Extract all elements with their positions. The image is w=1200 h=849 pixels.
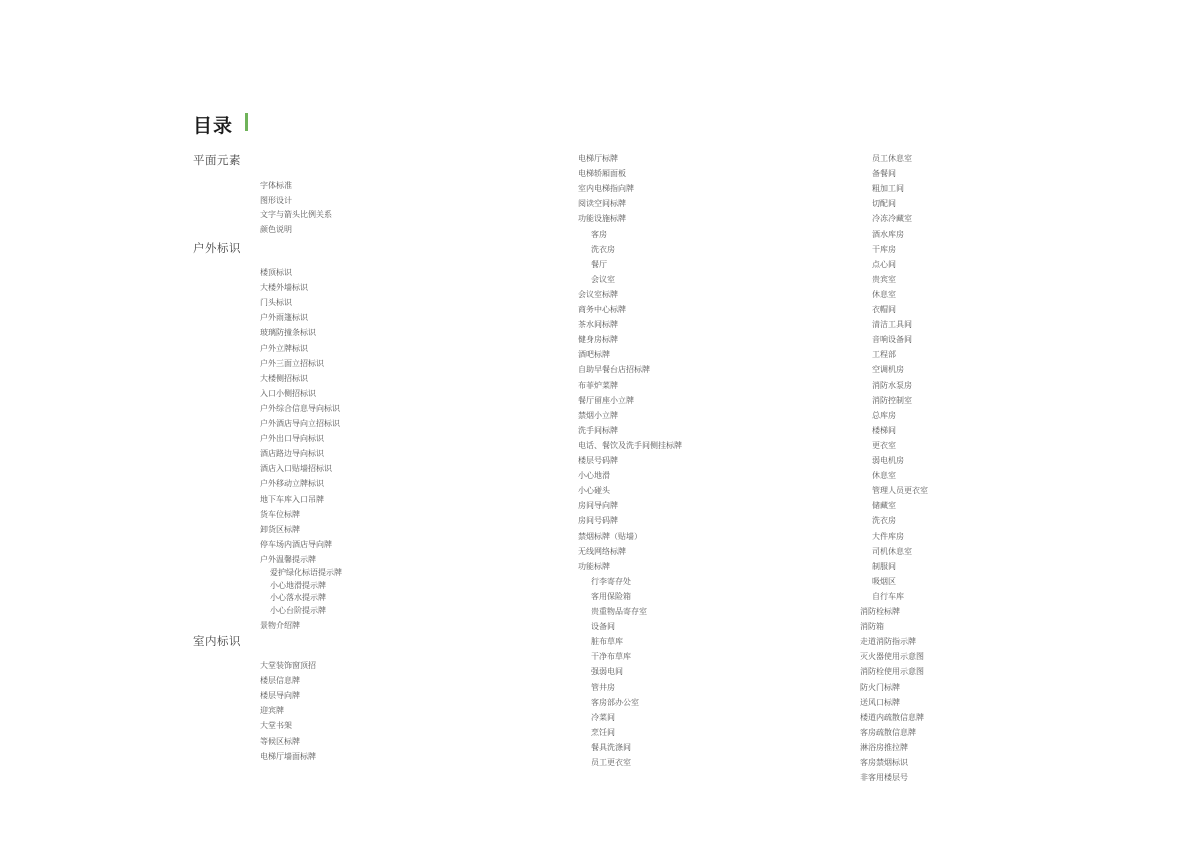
toc-item: 小心碰头	[578, 486, 610, 496]
toc-item: 文字与箭头比例关系	[260, 210, 332, 219]
toc-item: 小心地滑提示牌	[270, 580, 326, 590]
toc-item: 洗手间标牌	[578, 425, 618, 435]
toc-item: 大件库房	[872, 531, 904, 541]
toc-item: 吸烟区	[872, 576, 896, 586]
toc-item: 客房	[591, 229, 607, 239]
toc-item: 酒水库房	[872, 229, 904, 239]
toc-item: 非客用楼层号	[860, 773, 908, 783]
toc-item: 消防栓使用示意图	[860, 667, 924, 677]
toc-item: 无线网络标牌	[578, 546, 626, 556]
toc-item: 户外移动立牌标识	[260, 479, 324, 489]
toc-item: 会议室	[591, 274, 615, 284]
toc-item: 颜色说明	[260, 224, 292, 234]
toc-item: 贵宾室	[872, 274, 896, 284]
toc-item: 员工休息室	[872, 154, 912, 163]
toc-item: 楼层导向牌	[260, 691, 300, 701]
toc-item: 休息室	[872, 471, 896, 481]
toc-item: 清洁工具间	[872, 320, 912, 330]
toc-item: 户外综合信息导向标识	[260, 403, 340, 413]
toc-item: 房间导向牌	[578, 501, 618, 511]
toc-item: 脏布草库	[591, 637, 623, 647]
toc-item: 切配间	[872, 199, 896, 209]
toc-item: 自助早餐台店招标牌	[578, 365, 650, 375]
toc-item: 户外出口导向标识	[260, 434, 324, 444]
toc-item: 电梯厅标牌	[578, 154, 618, 163]
toc-item: 客房部办公室	[591, 697, 639, 707]
toc-item: 司机休息室	[872, 546, 912, 556]
toc-item: 楼道内疏散信息牌	[860, 712, 924, 722]
toc-item: 楼层号码牌	[578, 456, 618, 465]
toc-item: 小心落水提示牌	[270, 593, 326, 603]
toc-item: 储藏室	[872, 501, 896, 511]
toc-item: 门头标识	[260, 298, 292, 308]
toc-item: 会议室标牌	[578, 289, 618, 299]
toc-item: 强弱电间	[591, 667, 623, 677]
toc-item: 功能设施标牌	[578, 214, 626, 224]
toc-item: 更衣室	[872, 440, 896, 450]
toc-item: 玻璃防撞条标识	[260, 328, 316, 338]
toc-item: 工程部	[872, 350, 896, 360]
toc-item: 洗衣房	[872, 516, 896, 526]
toc-item: 大楼侧招标识	[260, 373, 308, 383]
section-heading: 户外标识	[193, 241, 241, 255]
toc-item: 景物介绍牌	[260, 620, 300, 630]
toc-item: 功能标牌	[578, 561, 610, 571]
toc-item: 客房疏散信息牌	[860, 727, 916, 737]
toc-item: 淋浴房推拉牌	[860, 742, 908, 752]
toc-item: 贵重物品寄存室	[591, 607, 647, 616]
toc-item: 消防箱	[860, 622, 884, 632]
toc-item: 户外立牌标识	[260, 343, 308, 353]
page-title: 目录	[193, 115, 234, 137]
toc-item: 餐厅留座小立牌	[578, 395, 634, 405]
section-heading: 平面元素	[193, 153, 241, 167]
toc-item: 冷菜间	[591, 712, 615, 722]
toc-item: 货车位标牌	[260, 509, 300, 519]
toc-item: 大堂书架	[260, 721, 292, 731]
toc-item: 送风口标牌	[860, 697, 900, 707]
toc-item: 休息室	[872, 289, 896, 299]
toc-item: 电梯厅墙面标牌	[260, 751, 316, 761]
title-accent-bar	[245, 113, 248, 131]
toc-item: 楼层信息牌	[260, 676, 300, 686]
toc-item: 户外温馨提示牌	[260, 554, 316, 564]
toc-item: 客用保险箱	[591, 591, 631, 601]
toc-item: 阅读空间标牌	[578, 199, 626, 209]
toc-item: 制服间	[872, 561, 896, 571]
toc-item: 衣帽间	[872, 305, 896, 314]
toc-item: 粗加工间	[872, 184, 904, 194]
toc-item: 消防控制室	[872, 395, 912, 405]
toc-item: 爱护绿化标语提示牌	[270, 567, 342, 577]
toc-item: 电话、餐饮及洗手间侧挂标牌	[578, 440, 682, 450]
toc-item: 健身房标牌	[578, 335, 618, 345]
toc-item: 楼梯间	[872, 425, 896, 435]
toc-item: 停车场内酒店导向牌	[260, 539, 332, 549]
toc-item: 音响设备间	[872, 335, 912, 345]
toc-item: 消防水泵房	[872, 380, 912, 390]
toc-item: 酒店入口贴墙招标识	[260, 464, 332, 474]
toc-item: 弱电机房	[872, 456, 904, 465]
toc-item: 小心台阶提示牌	[270, 606, 326, 616]
toc-item: 设备间	[591, 622, 615, 632]
toc-item: 入口小侧招标识	[260, 388, 316, 398]
toc-item: 客房禁烟标识	[860, 758, 908, 767]
toc-item: 消防栓标牌	[860, 607, 900, 616]
toc-item: 防火门标牌	[860, 682, 900, 692]
toc-item: 干净布草库	[591, 652, 631, 662]
toc-item: 禁烟标牌（贴墙）	[578, 531, 642, 541]
toc-item: 总库房	[872, 410, 896, 420]
toc-item: 地下车库入口吊牌	[260, 494, 324, 504]
toc-item: 迎宾牌	[260, 706, 284, 716]
toc-item: 室内电梯指向牌	[578, 184, 634, 194]
toc-item: 自行车库	[872, 591, 904, 601]
toc-item: 茶水间标牌	[578, 320, 618, 330]
toc-item: 空调机房	[872, 365, 904, 375]
toc-item: 户外酒店导向立招标识	[260, 419, 340, 428]
toc-item: 户外雨篷标识	[260, 313, 308, 323]
toc-item: 员工更衣室	[591, 758, 631, 767]
toc-item: 管井房	[591, 682, 615, 692]
toc-item: 房间号码牌	[578, 516, 618, 526]
toc-item: 点心间	[872, 259, 896, 269]
toc-item: 大堂装饰窗顶招	[260, 661, 316, 670]
toc-item: 餐具洗涤间	[591, 742, 631, 752]
toc-item: 布菲炉菜牌	[578, 380, 618, 390]
toc-item: 商务中心标牌	[578, 305, 626, 314]
toc-item: 卸货区标牌	[260, 524, 300, 534]
toc-item: 酒店路边导向标识	[260, 449, 324, 459]
toc-item: 大楼外墙标识	[260, 283, 308, 293]
toc-item: 楼顶标识	[260, 268, 292, 277]
toc-item: 字体标准	[260, 181, 292, 190]
toc-item: 烹饪间	[591, 727, 615, 737]
toc-item: 户外三面立招标识	[260, 358, 324, 368]
section-heading: 室内标识	[193, 634, 241, 648]
toc-item: 等候区标牌	[260, 736, 300, 746]
toc-item: 禁烟小立牌	[578, 410, 618, 420]
toc-item: 冷冻冷藏室	[872, 214, 912, 224]
toc-item: 备餐间	[872, 169, 896, 179]
toc-item: 干库房	[872, 244, 896, 254]
toc-item: 图形设计	[260, 195, 292, 205]
toc-item: 酒吧标牌	[578, 350, 610, 360]
toc-item: 小心地滑	[578, 471, 610, 481]
toc-item: 餐厅	[591, 259, 607, 269]
toc-item: 洗衣房	[591, 244, 615, 254]
toc-item: 管理人员更衣室	[872, 486, 928, 496]
toc-item: 电梯轿厢面板	[578, 169, 626, 179]
toc-item: 行李寄存处	[591, 576, 631, 586]
toc-item: 灭火器使用示意图	[860, 652, 924, 662]
toc-item: 走道消防指示牌	[860, 637, 916, 647]
